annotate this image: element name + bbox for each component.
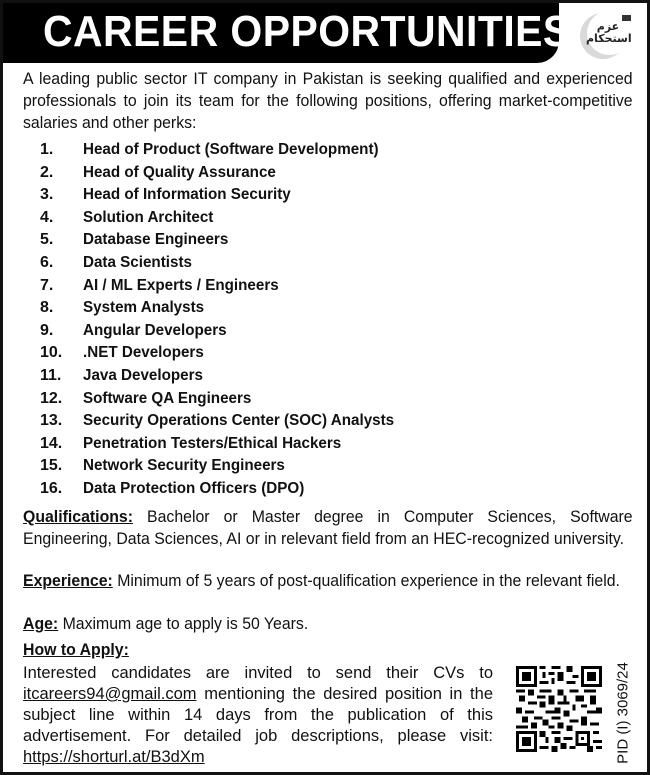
list-item [40, 320, 411, 343]
position-title: System Analysts [83, 299, 205, 317]
item-number: 11. [40, 366, 62, 384]
logo-text [586, 21, 630, 45]
list-item [40, 365, 411, 388]
position-title: Data Protection Officers (DPO) [83, 479, 305, 497]
position-title: Head of Information Security [83, 186, 291, 204]
age-label: Age: [23, 615, 59, 633]
qualifications-text: Bachelor or Master degree in Computer Sciences, Software Engineering, Data Sciences, AI or in relevant field from an HEC-recognized university. [23, 508, 633, 548]
list-item [40, 275, 411, 298]
position-title: Software QA Engineers [83, 389, 252, 407]
apply-text-part2: mentioning the desired position in the subject line within 14 days from the publication of this advertisement. For detailed job descriptions, please visit: [23, 685, 493, 745]
qualifications-label: Qualifications: [23, 508, 134, 526]
list-item [40, 229, 411, 252]
pid-text: PID (I) 3069/24 [614, 662, 632, 764]
position-title: Network Security Engineers [83, 457, 285, 475]
list-item [40, 139, 411, 162]
position-title: .NET Developers [83, 344, 204, 362]
how-to-apply-text [23, 663, 493, 768]
page-title: CAREER OPPORTUNITIES [43, 7, 571, 56]
job-description-link[interactable]: https://shorturl.at/B3dXm [23, 748, 205, 766]
logo-text-line1: عزم [596, 20, 620, 33]
crescent-logo-icon [578, 11, 634, 61]
position-title: Penetration Testers/Ethical Hackers [83, 434, 342, 452]
apply-text-part1: Interested candidates are invited to send their CVs to [23, 664, 493, 682]
item-number: 14. [40, 434, 63, 452]
position-title: Java Developers [83, 366, 203, 384]
position-title: Security Operations Center (SOC) Analysts [83, 412, 395, 430]
email-link[interactable]: itcareers94@gmail.com [23, 685, 197, 703]
list-item [40, 455, 411, 478]
item-number: 8. [40, 299, 54, 317]
position-title: Angular Developers [83, 321, 227, 339]
item-number: 5. [40, 231, 54, 249]
item-number: 10. [40, 344, 63, 362]
item-number: 2. [40, 163, 54, 181]
item-number: 1. [40, 141, 54, 158]
item-number: 7. [40, 276, 54, 294]
list-item [40, 162, 411, 185]
list-item [40, 433, 411, 456]
list-item [40, 184, 411, 207]
position-title: Head of Product (Software Development) [83, 141, 379, 158]
item-number: 6. [40, 253, 54, 271]
item-number: 9. [40, 321, 54, 339]
list-item [40, 388, 411, 411]
list-item [40, 252, 411, 275]
how-to-apply-heading [23, 639, 633, 661]
list-item [40, 297, 411, 320]
experience-section [23, 570, 633, 592]
positions-list [40, 139, 411, 501]
experience-label: Experience: [23, 572, 113, 590]
list-item [40, 207, 411, 230]
age-section [23, 613, 633, 635]
header-banner [3, 3, 571, 63]
position-title: Data Scientists [83, 253, 192, 271]
qr-code-icon[interactable] [516, 666, 602, 752]
logo-text-line2: استحکام [586, 32, 632, 45]
item-number: 16. [40, 479, 63, 497]
intro-paragraph: A leading public sector IT company in Pakistan is seeking qualified and experienced professionals to join its team for the following positions, offering market-competitive salaries and other perks: [23, 70, 633, 132]
item-number: 12. [40, 389, 63, 407]
item-number: 3. [40, 186, 54, 204]
list-item [40, 478, 411, 501]
list-item [40, 410, 411, 433]
item-number: 4. [40, 208, 54, 226]
age-text: Maximum age to apply is 50 Years. [58, 615, 309, 633]
position-title: Database Engineers [83, 231, 229, 249]
qualifications-section [23, 506, 633, 550]
position-title: AI / ML Experts / Engineers [83, 276, 279, 294]
experience-text: Minimum of 5 years of post-qualification experience in the relevant field. [112, 572, 620, 590]
item-number: 15. [40, 457, 63, 475]
how-to-apply-label: How to Apply: [23, 641, 129, 659]
item-number: 13. [40, 412, 63, 430]
publication-id [613, 663, 633, 763]
position-title: Head of Quality Assurance [83, 163, 276, 181]
list-item [40, 342, 411, 365]
position-title: Solution Architect [83, 208, 214, 226]
